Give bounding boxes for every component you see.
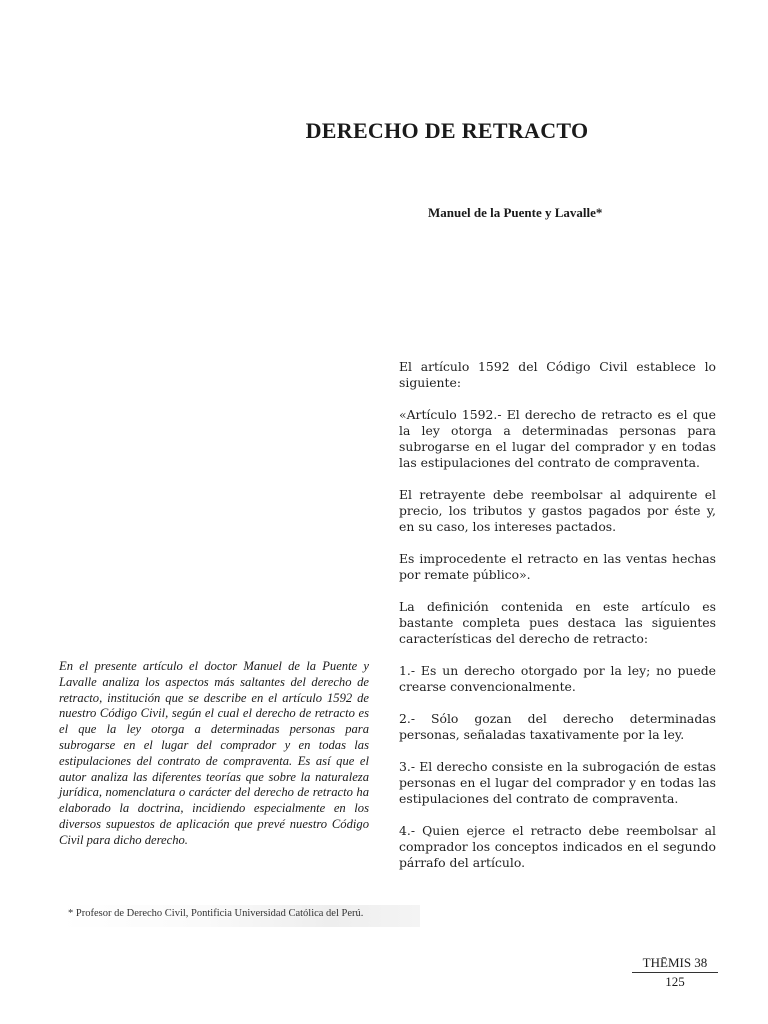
list-item: 3.- El derecho consiste en la subrogación de estas personas en el lugar del comprador y en todas las estipulaciones del contrato de compraventa. [399,759,716,806]
quoted-article-paragraph: El retrayente debe reembolsar al adquirente el precio, los tributos y gastos pagados por éste y, en su caso, los intereses pactados. [399,487,716,534]
abstract-summary: En el presente artículo el doctor Manuel de la Puente y Lavalle analiza los aspectos más saltantes del derecho de retracto, institución que se describe en el artículo 1592 de nuestro Código Civil, según el cual el derecho de retracto es el que la ley otorga a determinadas personas para subrogarse en el lugar del comprador y en todas las estipulaciones del contrato de compraventa. Es así que el autor analiza las diferentes teorías que sobre la naturaleza jurídica, nomenclatura o carácter del derecho de retracto ha elaborado la doctrina, incidiendo especialmente en los diversos supuestos de aplicación que prevé nuestro Código Civil para dicho derecho. [59,659,369,847]
list-item: 1.- Es un derecho otorgado por la ley; no puede crearse convencionalmente. [399,663,716,694]
page-number: 125 [665,974,685,989]
article-title: DERECHO DE RETRACTO [305,118,589,143]
article-author: Manuel de la Puente y Lavalle* [428,205,603,220]
list-item: 4.- Quien ejerce el retracto debe reembolsar al comprador los conceptos indicados en el segundo párrafo del artículo. [399,823,716,870]
body-column [399,359,716,887]
journal-footer [632,955,718,990]
list-item: 2.- Sólo gozan del derecho determinadas personas, señaladas taxativamente por la ley. [399,711,716,742]
journal-name: THĒMIS 38 [632,955,718,973]
body-paragraph: La definición contenida en este artículo es bastante completa pues destaca las siguientes características del derecho de retracto: [399,599,716,646]
quoted-article-paragraph: Es improcedente el retracto en las ventas hechas por remate público». [399,551,716,582]
body-paragraph: El artículo 1592 del Código Civil establece lo siguiente: [399,359,716,390]
quoted-article-paragraph: «Artículo 1592.- El derecho de retracto es el que la ley otorga a determinadas personas para subrogarse en el lugar del comprador y en todas las estipulaciones del contrato de compraventa. [399,407,716,470]
author-footnote: * Profesor de Derecho Civil, Pontificia Universidad Católica del Perú. [60,905,420,927]
